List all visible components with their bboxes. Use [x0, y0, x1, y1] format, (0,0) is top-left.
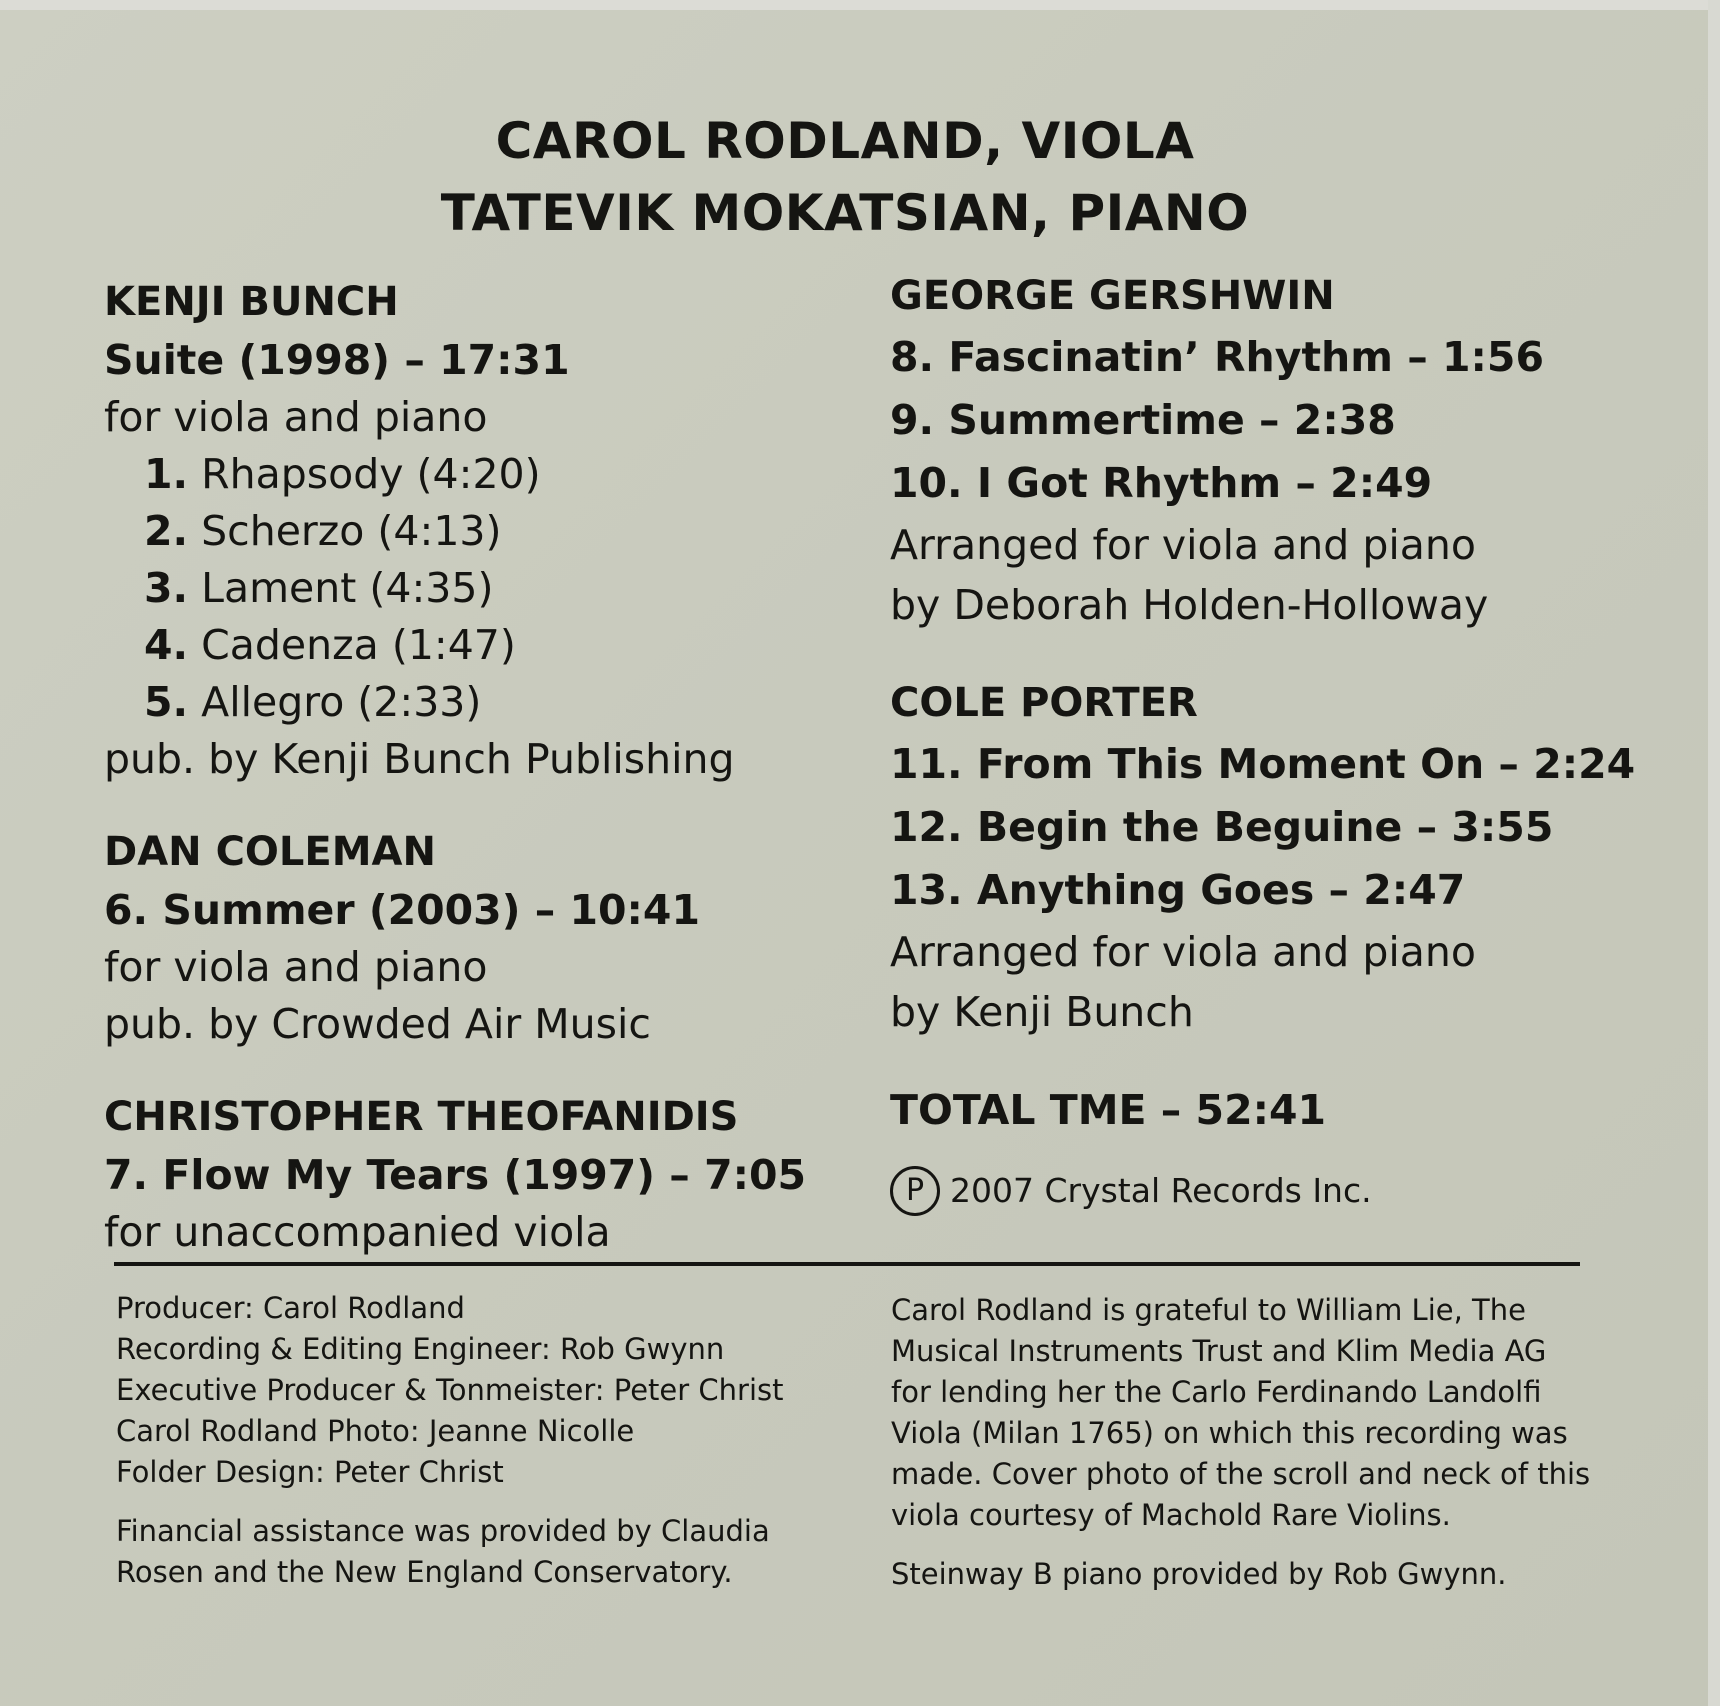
work-title: Suite (1998) – 17:31: [104, 336, 570, 384]
theofanidis-section: [104, 1087, 864, 1261]
performers-header: [0, 105, 1690, 249]
acknowledgement-line: viola courtesy of Machold Rare Violins.: [891, 1498, 1451, 1532]
track-title: Rhapsody (4:20): [201, 450, 541, 498]
left-column: [104, 272, 864, 1261]
credit-line: Producer: Carol Rodland: [116, 1291, 465, 1325]
arranger: by Deborah Holden-Holloway: [890, 581, 1489, 629]
assistance-line: Financial assistance was provided by Claudia: [116, 1514, 770, 1548]
credits-gap: [891, 1536, 1611, 1554]
track-item: [104, 446, 864, 503]
track-title: Scherzo (4:13): [201, 507, 502, 555]
assistance-line: Rosen and the New England Conservatory.: [116, 1555, 733, 1589]
production-credits: [116, 1288, 816, 1593]
track-title: Allegro (2:33): [201, 678, 482, 726]
publisher: pub. by Kenji Bunch Publishing: [104, 735, 735, 783]
track-item: 13. Anything Goes – 2:47: [890, 866, 1466, 914]
credits-gap: [116, 1493, 816, 1511]
track-item: 11. From This Moment On – 2:24: [890, 740, 1636, 788]
section-gap: [890, 1042, 1690, 1080]
track-number: 2.: [144, 507, 189, 555]
arrangement-note: Arranged for viola and piano: [890, 521, 1476, 569]
acknowledgement-line: made. Cover photo of the scroll and neck of this: [891, 1457, 1591, 1491]
copyright-text: 2007 Crystal Records Inc.: [950, 1171, 1372, 1210]
performer-viola: CAROL RODLAND, VIOLA: [495, 112, 1195, 170]
work-title: 6. Summer (2003) – 10:41: [104, 886, 700, 934]
track-item: [104, 617, 864, 674]
credit-line: Folder Design: Peter Christ: [116, 1455, 504, 1489]
section-gap: [104, 1053, 864, 1087]
acknowledgement-line: Carol Rodland is grateful to William Lie, The: [891, 1293, 1526, 1327]
composer-name: COLE PORTER: [890, 680, 1198, 726]
acknowledgement-line: for lending her the Carlo Ferdinando Landolfi: [891, 1375, 1542, 1409]
credit-line: Executive Producer & Tonmeister: Peter Christ: [116, 1373, 784, 1407]
acknowledgement-line: Viola (Milan 1765) on which this recording was: [891, 1416, 1568, 1450]
track-item: [104, 503, 864, 560]
track-item: 12. Begin the Beguine – 3:55: [890, 803, 1554, 851]
divider-rule: [114, 1262, 1580, 1266]
section-gap: [104, 788, 864, 822]
track-title: Cadenza (1:47): [201, 621, 516, 669]
track-title: Lament (4:35): [201, 564, 494, 612]
credit-line: Carol Rodland Photo: Jeanne Nicolle: [116, 1414, 635, 1448]
performer-piano: TATEVIK MOKATSIAN, PIANO: [440, 184, 1250, 242]
composer-name: GEORGE GERSHWIN: [890, 273, 1335, 319]
acknowledgement-line: Musical Instruments Trust and Klim Media AG: [891, 1334, 1547, 1368]
copyright-line: [890, 1166, 1690, 1216]
bunch-section: [104, 272, 864, 788]
instrumentation: for viola and piano: [104, 943, 488, 991]
total-time: TOTAL TME – 52:41: [890, 1086, 1327, 1134]
piano-credit: Steinway B piano provided by Rob Gwynn.: [891, 1557, 1507, 1591]
coleman-section: [104, 822, 864, 1053]
track-item: 8. Fascinatin’ Rhythm – 1:56: [890, 333, 1544, 381]
track-number: 3.: [144, 564, 189, 612]
acknowledgements: [891, 1290, 1611, 1595]
paper-top-edge: [0, 0, 1720, 10]
publisher: pub. by Crowded Air Music: [104, 1000, 651, 1048]
instrumentation: for viola and piano: [104, 393, 488, 441]
composer-name: DAN COLEMAN: [104, 829, 436, 875]
track-number: 5.: [144, 678, 189, 726]
right-column: [890, 266, 1690, 1216]
composer-name: CHRISTOPHER THEOFANIDIS: [104, 1094, 739, 1140]
spacer: [890, 1140, 1690, 1166]
section-gap: [890, 635, 1690, 673]
track-item: [104, 674, 864, 731]
work-title: 7. Flow My Tears (1997) – 7:05: [104, 1151, 807, 1199]
track-item: 10. I Got Rhythm – 2:49: [890, 459, 1433, 507]
gershwin-section: [890, 266, 1690, 635]
track-item: 9. Summertime – 2:38: [890, 396, 1396, 444]
composer-name: KENJI BUNCH: [104, 279, 399, 325]
instrumentation: for unaccompanied viola: [104, 1208, 611, 1256]
credit-line: Recording & Editing Engineer: Rob Gwynn: [116, 1332, 725, 1366]
arrangement-note: Arranged for viola and piano: [890, 928, 1476, 976]
track-number: 1.: [144, 450, 189, 498]
track-item: [104, 560, 864, 617]
arranger: by Kenji Bunch: [890, 988, 1194, 1036]
track-number: 4.: [144, 621, 189, 669]
paper-right-edge: [1708, 0, 1720, 1706]
porter-section: [890, 673, 1690, 1042]
phonogram-icon: P: [890, 1166, 940, 1216]
